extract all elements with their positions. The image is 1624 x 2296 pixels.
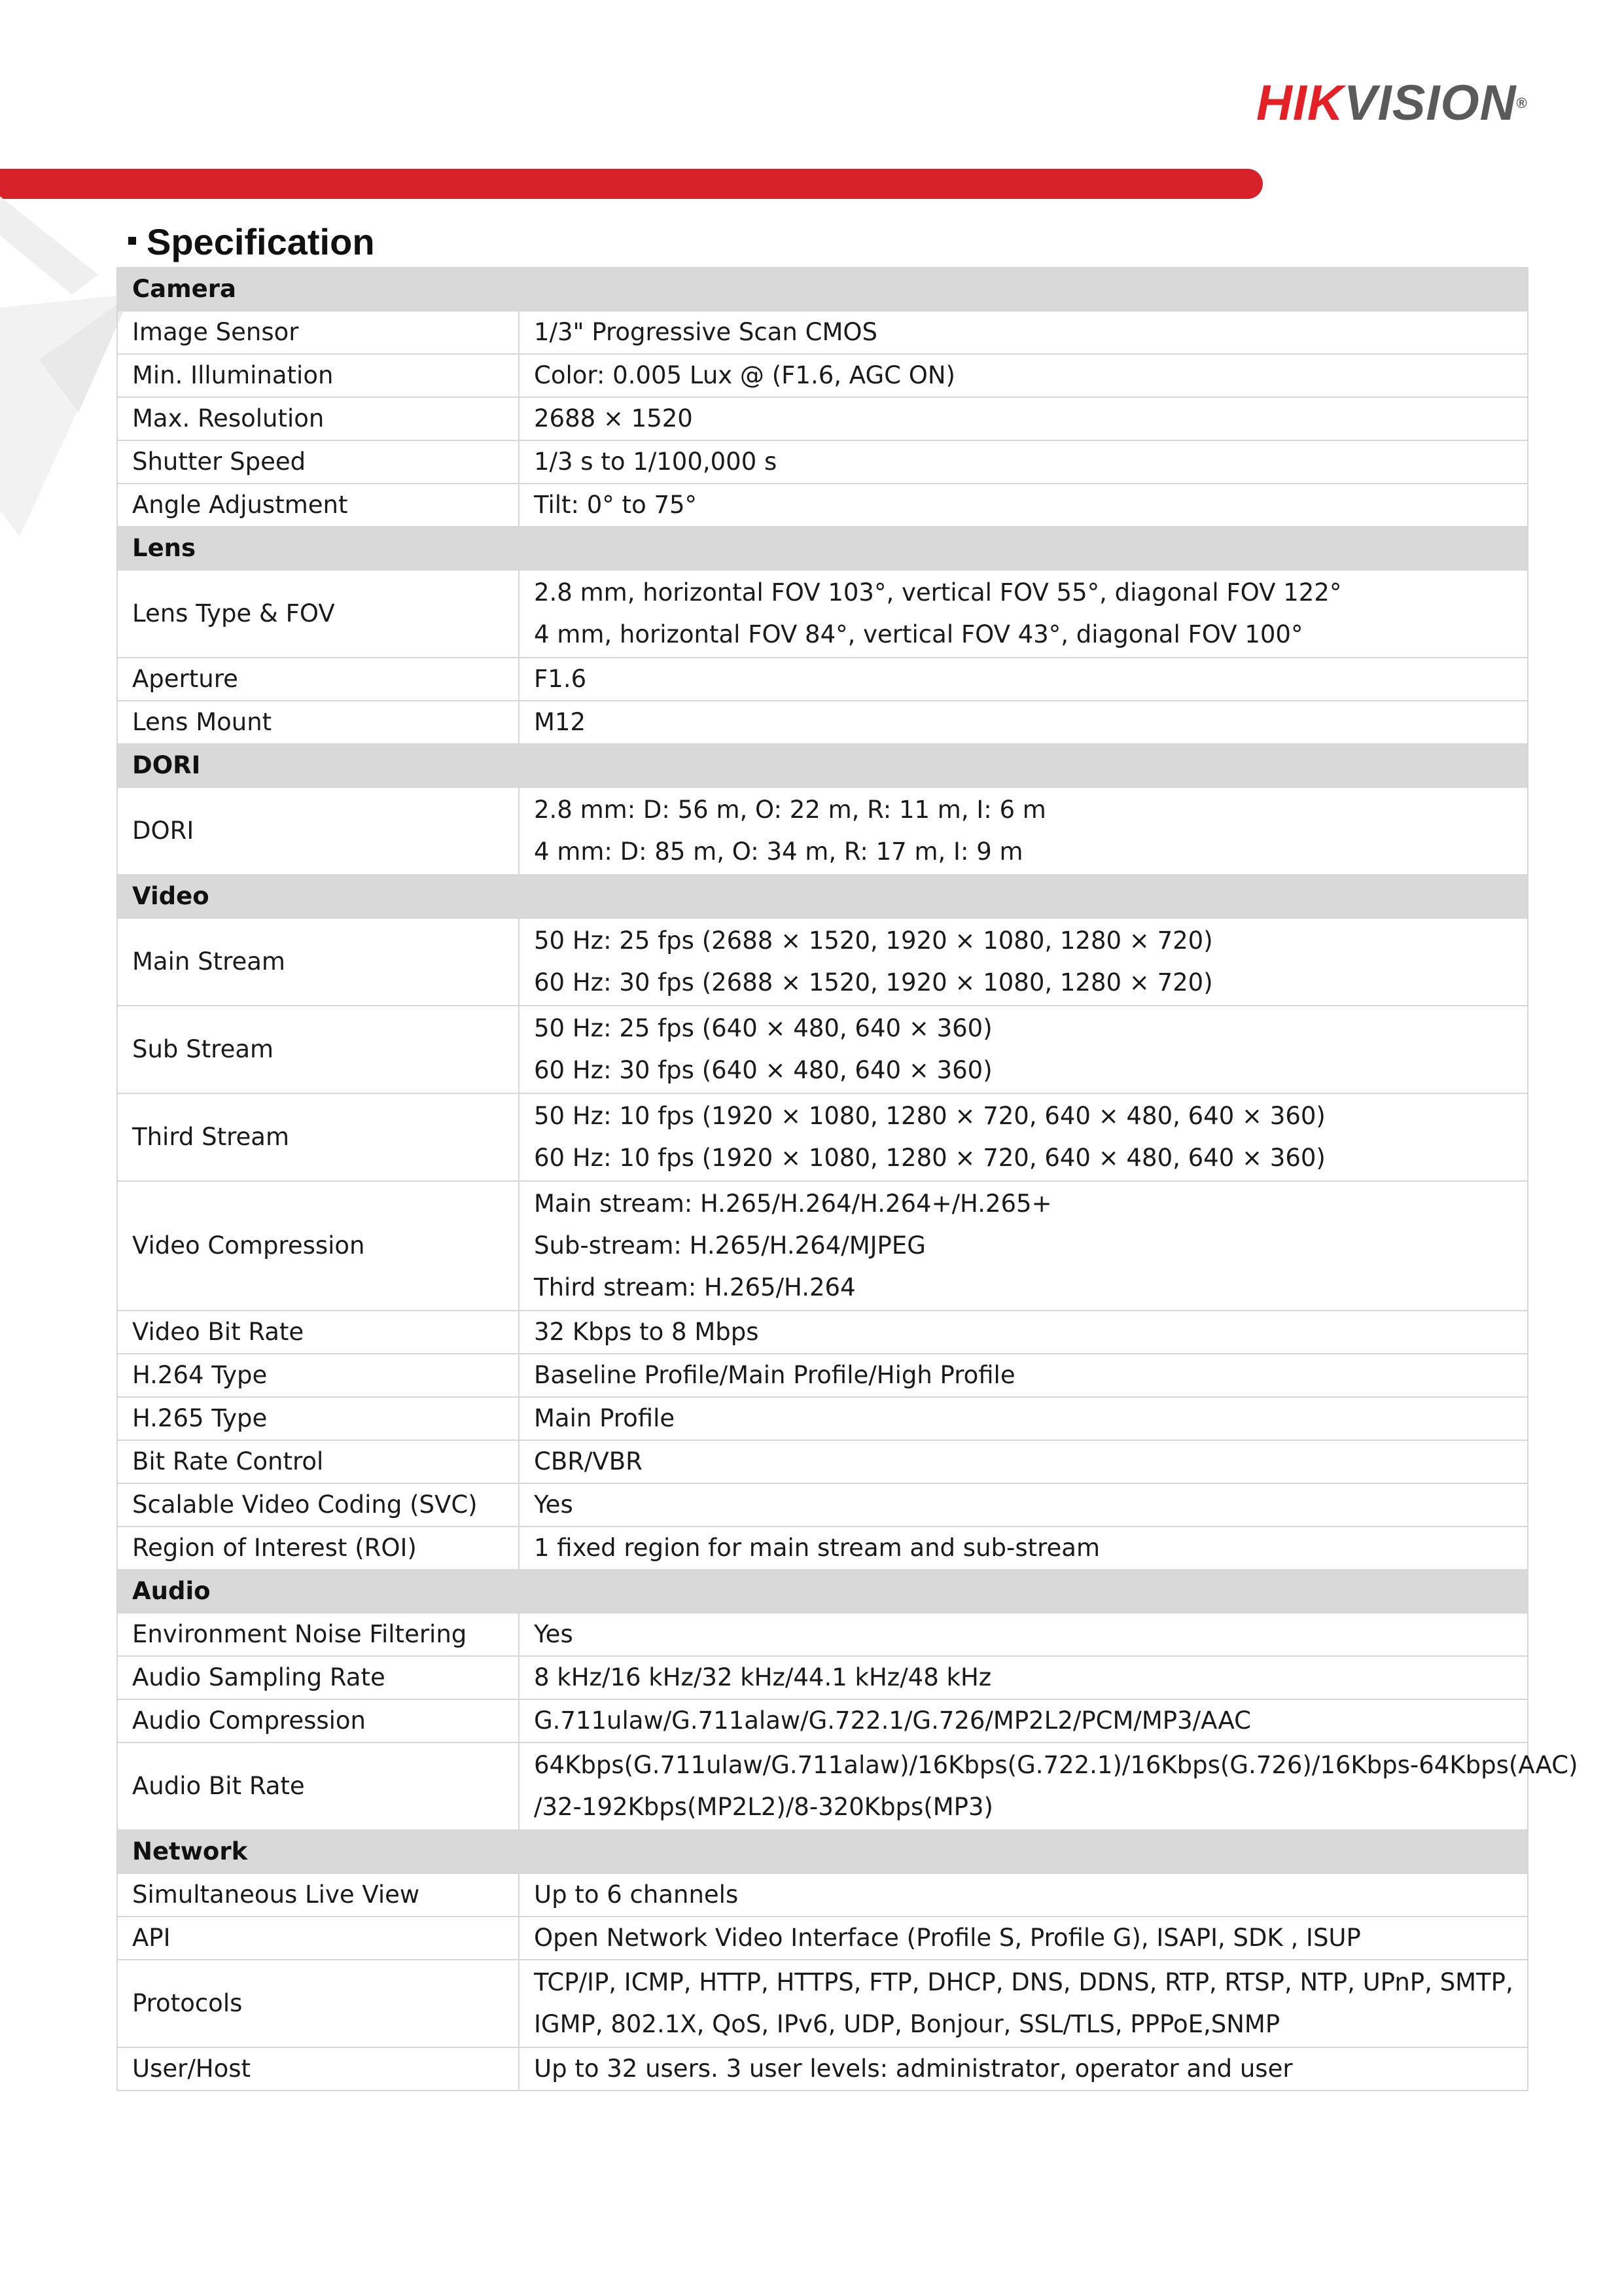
spec-value-line: Open Network Video Interface (Profile S, Profile G), ISAPI, SDK , ISUP (534, 1924, 1361, 1952)
spec-value (519, 1181, 1528, 1311)
specification-table (116, 267, 1578, 2091)
spec-row (117, 1656, 1528, 1699)
spec-value-line: 50 Hz: 10 fps (1920 × 1080, 1280 × 720, 640 × 480, 640 × 360) (534, 1102, 1326, 1130)
spec-label: Audio Compression (117, 1699, 519, 1742)
spec-value-line: 1/3" Progressive Scan CMOS (534, 318, 878, 346)
spec-label: Audio Sampling Rate (117, 1656, 519, 1699)
spec-value (519, 1916, 1528, 1960)
section-title: Video (117, 875, 1528, 918)
spec-row (117, 1613, 1528, 1656)
spec-value (519, 1440, 1528, 1483)
spec-value (519, 1006, 1528, 1093)
section-header (117, 527, 1528, 570)
section-title: Lens (117, 527, 1528, 570)
spec-label: H.264 Type (117, 1354, 519, 1397)
spec-value-line: Main stream: H.265/H.264/H.264+/H.265+ (534, 1190, 1052, 1218)
spec-value-line: M12 (534, 708, 586, 736)
spec-row (117, 1873, 1528, 1916)
spec-label: Third Stream (117, 1093, 519, 1181)
spec-label: Lens Type & FOV (117, 570, 519, 658)
spec-value-line: Main Profile (534, 1404, 675, 1432)
spec-value (519, 440, 1528, 484)
spec-row (117, 1699, 1528, 1742)
section-header (117, 875, 1528, 918)
spec-label: API (117, 1916, 519, 1960)
spec-label: Main Stream (117, 918, 519, 1006)
spec-value (519, 1093, 1528, 1181)
spec-label: Video Bit Rate (117, 1311, 519, 1354)
section-header (117, 744, 1528, 787)
registered-mark: ® (1516, 95, 1528, 111)
spec-label: DORI (117, 787, 519, 875)
spec-row (117, 1440, 1528, 1483)
spec-value (519, 311, 1528, 354)
spec-value-line: 50 Hz: 25 fps (2688 × 1520, 1920 × 1080, 1280 × 720) (534, 927, 1213, 955)
spec-value (519, 1311, 1528, 1354)
spec-value-line: 50 Hz: 25 fps (640 × 480, 640 × 360) (534, 1014, 993, 1042)
spec-value (519, 1613, 1528, 1656)
section-title: DORI (117, 744, 1528, 787)
specification-table-body (117, 268, 1578, 2091)
spec-label: Environment Noise Filtering (117, 1613, 519, 1656)
spec-row (117, 658, 1528, 701)
spec-row (117, 1916, 1528, 1960)
spec-row (117, 918, 1528, 1006)
section-header (117, 268, 1528, 311)
spec-row (117, 701, 1528, 744)
spec-value (519, 354, 1528, 397)
spec-row (117, 1527, 1528, 1570)
spec-value-line: Up to 32 users. 3 user levels: administrator, operator and user (534, 2055, 1293, 2083)
spec-label: Shutter Speed (117, 440, 519, 484)
spec-value-line: Third stream: H.265/H.264 (534, 1273, 856, 1301)
spec-label: Sub Stream (117, 1006, 519, 1093)
spec-value-line: 32 Kbps to 8 Mbps (534, 1318, 759, 1346)
spec-value-line: TCP/IP, ICMP, HTTP, HTTPS, FTP, DHCP, DNS, DDNS, RTP, RTSP, NTP, UPnP, SMTP, (534, 1968, 1513, 1996)
spec-label: Scalable Video Coding (SVC) (117, 1483, 519, 1527)
spec-row (117, 570, 1528, 658)
spec-row (117, 1742, 1528, 1830)
spec-row (117, 1483, 1528, 1527)
spec-label: Protocols (117, 1960, 519, 2047)
spec-value (519, 1354, 1528, 1397)
spec-row (117, 2047, 1528, 2091)
header-red-bar (0, 169, 1263, 199)
heading-bullet-icon (128, 237, 136, 245)
section-title: Network (117, 1830, 1528, 1873)
spec-row (117, 1960, 1528, 2047)
spec-row (117, 440, 1528, 484)
spec-value-line: Color: 0.005 Lux @ (F1.6, AGC ON) (534, 361, 955, 389)
spec-row (117, 1311, 1528, 1354)
page-title-text: Specification (147, 221, 375, 262)
spec-label: Min. Illumination (117, 354, 519, 397)
spec-value-line: 60 Hz: 10 fps (1920 × 1080, 1280 × 720, 640 × 480, 640 × 360) (534, 1144, 1326, 1172)
spec-value (519, 2047, 1528, 2091)
spec-row (117, 397, 1528, 440)
spec-value-line: IGMP, 802.1X, QoS, IPv6, UDP, Bonjour, SSL/TLS, PPPoE,SNMP (534, 2010, 1280, 2038)
spec-value (519, 484, 1528, 527)
spec-value-line: 2.8 mm, horizontal FOV 103°, vertical FOV 55°, diagonal FOV 122° (534, 578, 1342, 607)
spec-label: Bit Rate Control (117, 1440, 519, 1483)
spec-value-line: Sub-stream: H.265/H.264/MJPEG (534, 1231, 926, 1260)
spec-value-line: /32-192Kbps(MP2L2)/8-320Kbps(MP3) (534, 1793, 993, 1821)
spec-value (519, 397, 1528, 440)
spec-row (117, 1181, 1528, 1311)
spec-value-line: 1/3 s to 1/100,000 s (534, 448, 777, 476)
section-title: Audio (117, 1570, 1528, 1613)
spec-value-line: 4 mm, horizontal FOV 84°, vertical FOV 43°, diagonal FOV 100° (534, 620, 1303, 648)
spec-row (117, 1006, 1528, 1093)
spec-value (519, 570, 1528, 658)
spec-value-line: 8 kHz/16 kHz/32 kHz/44.1 kHz/48 kHz (534, 1663, 992, 1691)
spec-label: Audio Bit Rate (117, 1742, 519, 1830)
spec-label: Lens Mount (117, 701, 519, 744)
spec-label: Image Sensor (117, 311, 519, 354)
spec-label: Aperture (117, 658, 519, 701)
spec-label: Max. Resolution (117, 397, 519, 440)
spec-label: Angle Adjustment (117, 484, 519, 527)
brand-logo-gray-text: VISION (1343, 75, 1517, 131)
section-title: Camera (117, 268, 1528, 311)
brand-logo-red-text: HIK (1256, 75, 1344, 131)
spec-value-line: CBR/VBR (534, 1447, 643, 1475)
spec-value (519, 1483, 1528, 1527)
spec-row (117, 1397, 1528, 1440)
spec-value (519, 918, 1528, 1006)
spec-value-line: Up to 6 channels (534, 1881, 739, 1909)
section-header (117, 1830, 1528, 1873)
spec-label: Video Compression (117, 1181, 519, 1311)
spec-row (117, 1354, 1528, 1397)
spec-value (519, 1960, 1528, 2047)
spec-value-line: 60 Hz: 30 fps (2688 × 1520, 1920 × 1080, 1280 × 720) (534, 968, 1213, 997)
page-title (128, 216, 375, 268)
spec-label: Simultaneous Live View (117, 1873, 519, 1916)
spec-label: User/Host (117, 2047, 519, 2091)
spec-row (117, 1093, 1528, 1181)
spec-row (117, 484, 1528, 527)
spec-value (519, 1699, 1528, 1742)
spec-value (519, 658, 1528, 701)
spec-row (117, 354, 1528, 397)
spec-value (519, 1527, 1528, 1570)
spec-value-line: Yes (534, 1620, 573, 1648)
spec-value-line: G.711ulaw/G.711alaw/G.722.1/G.726/MP2L2/PCM/MP3/AAC (534, 1706, 1251, 1735)
spec-row (117, 787, 1528, 875)
spec-value-line: 1 fixed region for main stream and sub-stream (534, 1534, 1101, 1562)
spec-value (519, 1397, 1528, 1440)
brand-logo (1256, 77, 1557, 130)
spec-value-line: Baseline Profile/Main Profile/High Profile (534, 1361, 1015, 1389)
spec-label: Region of Interest (ROI) (117, 1527, 519, 1570)
spec-value-line: 60 Hz: 30 fps (640 × 480, 640 × 360) (534, 1056, 993, 1084)
spec-value-line: 4 mm: D: 85 m, O: 34 m, R: 17 m, I: 9 m (534, 838, 1023, 866)
section-header (117, 1570, 1528, 1613)
spec-value-line: 2688 × 1520 (534, 404, 693, 433)
spec-value-line: Tilt: 0° to 75° (534, 491, 697, 519)
spec-value (519, 701, 1528, 744)
spec-value (519, 1873, 1528, 1916)
spec-value-line: Yes (534, 1491, 573, 1519)
spec-label: H.265 Type (117, 1397, 519, 1440)
spec-value (519, 1656, 1528, 1699)
spec-value-line: 64Kbps(G.711ulaw/G.711alaw)/16Kbps(G.722.1)/16Kbps(G.726)/16Kbps-64Kbps(AAC) (534, 1751, 1578, 1779)
spec-value (519, 1742, 1578, 1830)
spec-value (519, 787, 1528, 875)
spec-value-line: 2.8 mm: D: 56 m, O: 22 m, R: 11 m, I: 6 m (534, 796, 1046, 824)
spec-value-line: F1.6 (534, 665, 587, 693)
spec-row (117, 311, 1528, 354)
